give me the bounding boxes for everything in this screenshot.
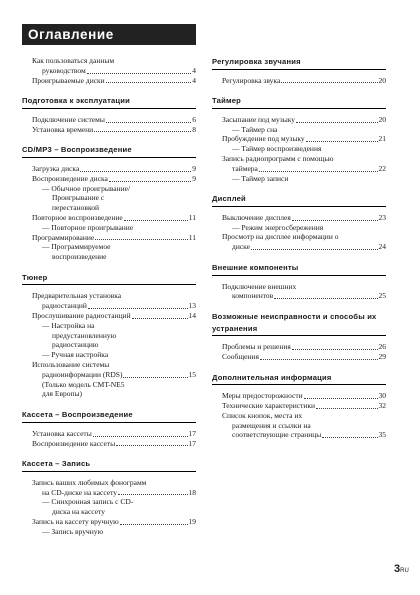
toc-subentry: — Обычное проигрывание/ Проигрывание с перестановкой (42, 183, 131, 213)
section-heading: Регулировка звучания (212, 56, 386, 70)
section-heading: Дополнительная информация (212, 372, 386, 386)
toc-entry[interactable]: Программирование 11 (32, 232, 196, 242)
toc-subentry: — Режим энергосбережения (232, 222, 324, 232)
section-heading: CD/MP3 – Воспроизведение (22, 144, 196, 158)
page-title: Оглавление (22, 24, 196, 45)
toc-entry[interactable]: Подключение системы 6 (32, 114, 196, 124)
toc-section-sound (212, 56, 386, 85)
toc-section-cd (22, 144, 196, 261)
page-number: 3RU (394, 563, 409, 575)
toc-entry[interactable]: Технические характеристики 32 (222, 401, 386, 411)
toc-subentry: — Таймер воспроизведения (232, 144, 322, 154)
toc-subentry: — Настройка на предустановленную радиостанцию — Ручная настройка (42, 320, 117, 360)
section-heading: Кассета – Воспроизведение (22, 409, 196, 423)
toc-entry[interactable]: Запись ваших любимых фонограмм на CD-диске на кассету 18 (32, 477, 196, 497)
toc-entry[interactable]: Установка времени 8 (32, 124, 196, 134)
toc-entry[interactable]: Запись на кассету вручную 19 (32, 517, 196, 526)
toc-note: (Только модель CMT-NE5 для Европы) (42, 379, 125, 399)
toc-entry[interactable]: Сообщения 29 (222, 351, 386, 361)
toc-entry[interactable]: Прослушивание радиостанций 14 (32, 311, 196, 321)
toc-section-additional (212, 372, 386, 440)
toc-entry[interactable]: Использование системы радиоинформации (RDS) 15 (32, 360, 196, 379)
toc-section-external (212, 262, 386, 301)
toc-section-cassette-play (22, 409, 196, 448)
toc-subentry: — Синхронная запись с CD- диска на кассету (42, 497, 134, 517)
toc-section-timer (212, 95, 386, 183)
toc-entry[interactable]: Меры предосторожности 30 (222, 391, 386, 401)
toc-subentry: — Запись вручную (42, 526, 104, 536)
toc-entry[interactable]: Запись радиопрограмм с помощью таймера 22 (222, 153, 386, 173)
toc-subentry: — Таймер записи (232, 173, 289, 183)
toc-entry[interactable]: Засыпание под музыку 20 (222, 114, 386, 124)
section-heading: Тюнер (22, 272, 196, 286)
section-heading: Подготовка к эксплуатации (22, 95, 196, 109)
toc-entry[interactable]: Пробуждение под музыку 21 (222, 134, 386, 144)
toc-section-preparation (22, 95, 196, 134)
toc-entry[interactable]: Выключение дисплея 23 (222, 212, 386, 222)
section-heading: Кассета – Запись (22, 458, 196, 472)
toc-subentry: — Программируемое воспроизведение (42, 242, 111, 262)
toc-subentry: — Повторное проигрывание (42, 222, 134, 232)
toc-section-cassette-record (22, 458, 196, 536)
toc-entry[interactable]: Воспроизведение диска 9 (32, 173, 196, 183)
section-heading: Таймер (212, 95, 386, 109)
toc-section-troubleshooting (212, 311, 386, 362)
section-heading: Возможные неисправности и способы их устранения (212, 311, 386, 336)
toc-entry[interactable]: Как пользоваться данным руководством 4 (32, 56, 196, 75)
section-heading: Дисплей (212, 193, 386, 207)
toc-entry[interactable]: Загрузка диска 9 (32, 163, 196, 173)
toc-entry[interactable]: Воспроизведение кассеты 17 (32, 438, 196, 448)
toc-entry[interactable]: Повторное воспроизведение 11 (32, 212, 196, 222)
toc-entry[interactable]: Подключение внешних компонентов 25 (222, 281, 386, 301)
toc-entry[interactable]: Регулировка звука 20 (222, 75, 386, 85)
toc-entry[interactable]: Проигрываемые диски 4 (32, 75, 196, 85)
toc-subentry: — Таймер сна (232, 124, 278, 134)
toc-entry[interactable]: Список кнопок, места их размещения и ссылки на соответствующие страницы 35 (222, 410, 386, 440)
section-heading: Внешние компоненты (212, 262, 386, 276)
toc-right-column (212, 56, 386, 450)
toc-section-tuner (22, 272, 196, 399)
toc-entry[interactable]: Предварительная установка радиостанций 13 (32, 291, 196, 311)
toc-entry[interactable]: Просмотр на дисплее информации о диске 24 (222, 232, 386, 252)
toc-entry[interactable]: Проблемы и решения 26 (222, 342, 386, 352)
toc-section-display (212, 193, 386, 252)
toc-left-column (22, 56, 196, 547)
toc-entry[interactable]: Установка кассеты 17 (32, 428, 196, 438)
toc-section-intro (22, 56, 196, 85)
